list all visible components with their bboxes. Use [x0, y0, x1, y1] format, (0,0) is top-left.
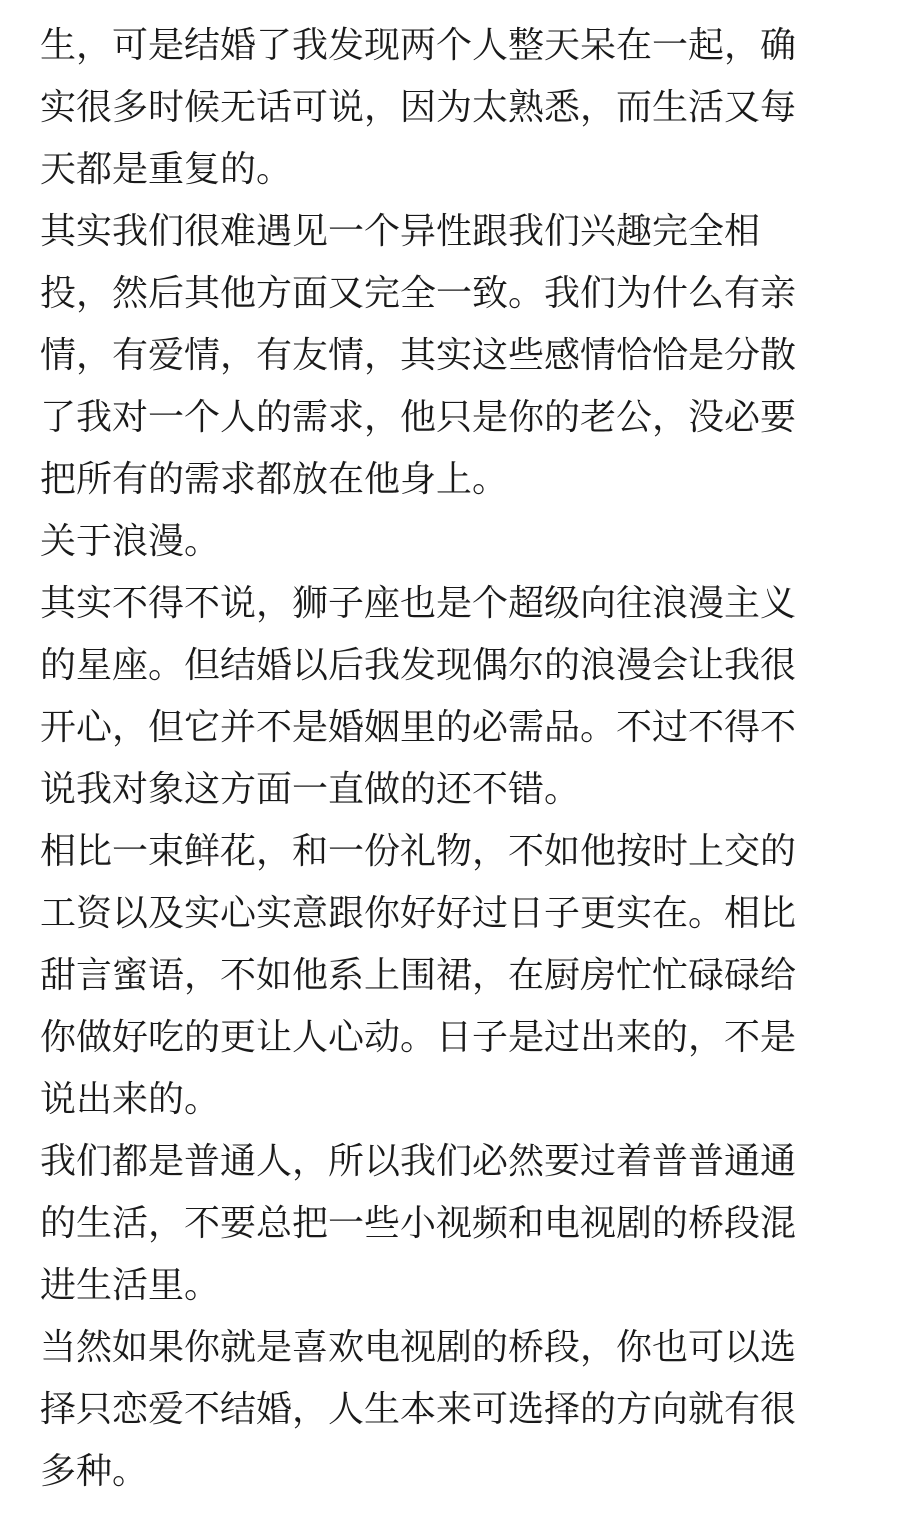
- text-line: 的生活，不要总把一些小视频和电视剧的桥段混: [40, 1203, 797, 1244]
- text-line: 甜言蜜语，不如他系上围裙，在厨房忙忙碌碌给: [40, 955, 797, 996]
- text-line: 投，然后其他方面又完全一致。我们为什么有亲: [40, 273, 797, 314]
- text-line: 进生活里。: [40, 1265, 221, 1306]
- text-line: 了我对一个人的需求，他只是你的老公，没必要: [40, 397, 797, 438]
- text-line: 择只恋爱不结婚，人生本来可选择的方向就有很: [40, 1389, 797, 1430]
- text-line: 的星座。但结婚以后我发现偶尔的浪漫会让我很: [40, 645, 797, 686]
- text-line: 说出来的。: [40, 1079, 221, 1120]
- text-line: 多种。: [40, 1451, 149, 1492]
- text-line: 其实不得不说，狮子座也是个超级向往浪漫主义: [40, 583, 797, 624]
- text-line: 其实我们很难遇见一个异性跟我们兴趣完全相: [40, 211, 761, 252]
- text-line: 生，可是结婚了我发现两个人整天呆在一起，确: [40, 25, 797, 66]
- text-line: 当然如果你就是喜欢电视剧的桥段，你也可以选: [40, 1327, 797, 1368]
- text-line: 情，有爱情，有友情，其实这些感情恰恰是分散: [40, 335, 797, 376]
- text-line: 工资以及实心实意跟你好好过日子更实在。相比: [40, 893, 797, 934]
- article-text: [40, 0, 862, 1503]
- text-line: 关于浪漫。: [40, 521, 221, 562]
- text-line: 开心，但它并不是婚姻里的必需品。不过不得不: [40, 707, 797, 748]
- text-line: 我们都是普通人，所以我们必然要过着普普通通: [40, 1141, 797, 1182]
- text-line: 说我对象这方面一直做的还不错。: [40, 769, 581, 810]
- text-line: 相比一束鲜花，和一份礼物，不如他按时上交的: [40, 831, 797, 872]
- text-line: 你做好吃的更让人心动。日子是过出来的，不是: [40, 1017, 797, 1058]
- text-line: 把所有的需求都放在他身上。: [40, 459, 509, 500]
- text-line: 实很多时候无话可说，因为太熟悉，而生活又每: [40, 87, 797, 128]
- text-line: 天都是重复的。: [40, 149, 293, 190]
